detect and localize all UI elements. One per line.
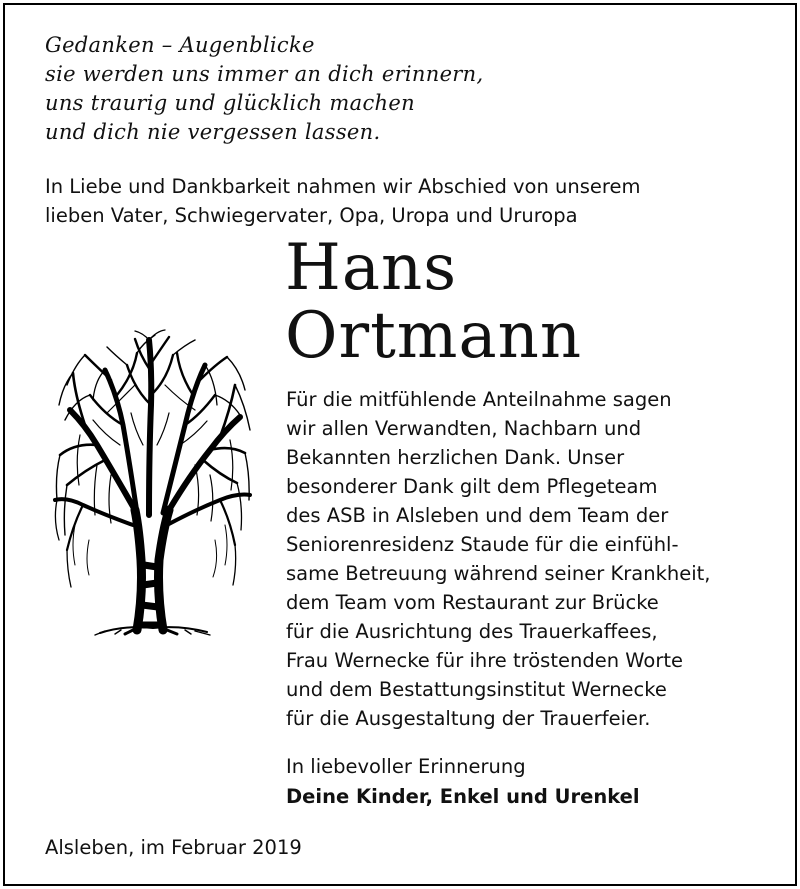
thanks-line: für die Ausrichtung des Trauerkaffees, <box>286 620 658 643</box>
deceased-first-name: Hans <box>285 231 458 305</box>
poem-line: sie werden uns immer an dich erinnern, <box>45 62 484 86</box>
thanks-line: besonderer Dank gilt dem Pflegeteam <box>286 475 658 498</box>
poem-line: uns traurig und glücklich machen <box>45 91 415 115</box>
thanks-line: same Betreuung während seiner Krankheit, <box>286 562 711 585</box>
tree-icon <box>45 325 260 640</box>
thanks-line: Seniorenresidenz Staude für die einfühl- <box>286 533 679 556</box>
poem-line: und dich nie vergessen lassen. <box>45 120 381 144</box>
closing-phrase: In liebevoller Erinnerung <box>286 755 526 778</box>
thanks-line: dem Team vom Restaurant zur Brücke <box>286 591 659 614</box>
intro-line: In Liebe und Dankbarkeit nahmen wir Abschied von unserem <box>45 175 641 198</box>
deceased-last-name: Ortmann <box>285 299 583 373</box>
thanks-line: Für die mitfühlende Anteilnahme sagen <box>286 388 672 411</box>
thanks-line: und dem Bestattungsinstitut Wernecke <box>286 678 667 701</box>
poem-line: Gedanken – Augenblicke <box>45 33 315 57</box>
thanks-line: Bekannten herzlichen Dank. Unser <box>286 446 625 469</box>
thanks-line: für die Ausgestaltung der Trauerfeier. <box>286 707 651 730</box>
thanks-line: des ASB in Alsleben und dem Team der <box>286 504 669 527</box>
intro-line: lieben Vater, Schwiegervater, Opa, Uropa und Ururopa <box>45 204 578 227</box>
place-date: Alsleben, im Februar 2019 <box>45 836 302 859</box>
deceased-name <box>285 231 583 373</box>
intro-text <box>45 172 641 230</box>
closing <box>286 752 640 812</box>
thanks-text <box>286 385 711 733</box>
thanks-line: wir allen Verwandten, Nachbarn und <box>286 417 642 440</box>
poem <box>45 31 483 147</box>
thanks-line: Frau Wernecke für ihre tröstenden Worte <box>286 649 683 672</box>
signers: Deine Kinder, Enkel und Urenkel <box>286 785 640 808</box>
